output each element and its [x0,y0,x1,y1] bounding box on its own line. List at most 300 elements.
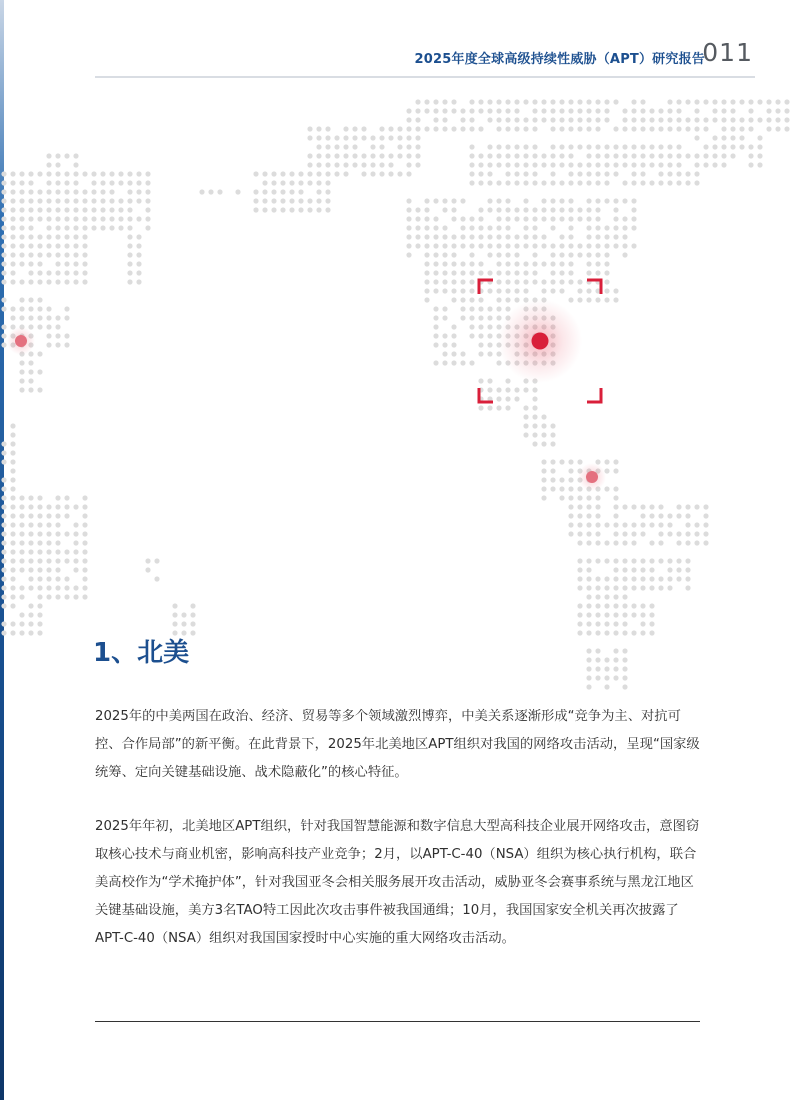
map-dot [550,180,555,185]
map-dot [559,261,564,266]
map-dot [289,189,294,194]
map-dot [784,126,789,131]
map-dot [451,288,456,293]
map-dot [154,576,159,581]
map-dot [100,225,105,230]
map-dot [532,225,537,230]
map-dot [505,270,510,275]
map-dot [1,234,6,239]
map-dot [469,180,474,185]
map-dot [595,207,600,212]
map-dot [1,189,6,194]
map-dot [478,207,483,212]
map-dot [469,243,474,248]
map-dot [775,108,780,113]
map-dot [595,270,600,275]
map-dot [505,387,510,392]
map-dot [361,135,366,140]
map-dot [28,252,33,257]
map-dot [478,378,483,383]
map-dot [577,108,582,113]
map-dot [613,621,618,626]
map-dot [532,171,537,176]
map-dot [469,297,474,302]
map-dot [631,171,636,176]
map-dot [487,378,492,383]
map-dot [10,252,15,257]
map-dot [19,306,24,311]
map-dot [595,261,600,266]
map-dot [46,306,51,311]
map-dot [640,522,645,527]
map-dot [406,171,411,176]
map-dot [28,513,33,518]
map-dot [19,369,24,374]
map-dot [613,603,618,608]
map-dot [10,279,15,284]
map-dot [19,540,24,545]
map-dot [505,171,510,176]
map-dot [82,495,87,500]
map-dot [586,216,591,221]
map-dot [586,198,591,203]
map-dot [721,117,726,122]
map-dot [586,252,591,257]
map-dot [694,540,699,545]
map-dot [55,270,60,275]
map-dot [379,126,384,131]
map-dot [73,198,78,203]
map-dot [487,387,492,392]
map-dot [622,216,627,221]
map-dot [82,171,87,176]
map-dot [406,234,411,239]
map-dot [433,252,438,257]
map-dot [19,252,24,257]
map-dot [496,243,501,248]
map-dot [352,135,357,140]
map-dot [64,279,69,284]
map-dot [604,576,609,581]
map-dot [37,603,42,608]
map-dot [622,117,627,122]
map-dot [19,495,24,500]
map-dot [127,234,132,239]
map-dot [478,180,483,185]
map-dot [19,243,24,248]
map-dot [109,216,114,221]
map-dot [415,216,420,221]
map-dot [451,342,456,347]
map-dot [433,234,438,239]
map-dot [55,504,60,509]
map-dot [487,234,492,239]
map-dot [586,585,591,590]
map-dot [577,540,582,545]
map-dot [109,198,114,203]
map-dot [442,234,447,239]
map-dot [703,126,708,131]
map-dot [406,216,411,221]
map-dot [514,216,519,221]
map-dot [46,549,51,554]
map-dot [145,558,150,563]
map-dot [28,234,33,239]
map-dot [424,288,429,293]
map-dot [19,522,24,527]
map-dot [505,99,510,104]
map-dot [1,495,6,500]
map-dot [676,576,681,581]
map-dot [118,198,123,203]
map-dot [640,576,645,581]
map-dot [631,243,636,248]
map-dot [712,99,717,104]
map-dot [262,189,267,194]
map-dot [325,198,330,203]
map-dot [343,144,348,149]
map-dot [568,144,573,149]
map-dot [325,180,330,185]
map-dot [64,576,69,581]
map-dot [568,270,573,275]
map-dot [1,279,6,284]
map-dot [631,603,636,608]
map-dot [496,144,501,149]
map-dot [757,162,762,167]
map-dot [469,117,474,122]
map-dot [469,360,474,365]
map-dot [298,207,303,212]
map-dot [676,108,681,113]
map-dot [64,495,69,500]
map-dot [649,126,654,131]
map-dot [613,531,618,536]
map-dot [478,270,483,275]
map-dot [640,117,645,122]
report-title: 2025年度全球高级持续性威胁（APT）研究报告 [414,52,705,67]
map-dot [505,252,510,257]
map-dot [550,126,555,131]
map-dot [28,306,33,311]
map-dot [487,270,492,275]
map-dot [712,135,717,140]
map-dot [469,99,474,104]
map-dot [37,234,42,239]
map-dot [55,243,60,248]
map-dot [577,216,582,221]
map-dot [568,531,573,536]
map-dot [478,324,483,329]
map-dot [622,666,627,671]
map-dot [424,297,429,302]
map-dot [559,270,564,275]
map-dot [280,189,285,194]
map-dot [28,567,33,572]
map-dot [487,333,492,338]
map-dot [19,585,24,590]
map-dot [307,180,312,185]
map-dot [136,261,141,266]
map-dot [325,207,330,212]
map-dot [478,342,483,347]
map-dot [37,594,42,599]
map-dot [559,486,564,491]
map-dot [523,261,528,266]
map-dot [64,558,69,563]
map-dot [694,504,699,509]
map-dot [55,315,60,320]
map-dot [478,315,483,320]
map-dot [28,243,33,248]
map-dot [622,198,627,203]
map-dot [271,189,276,194]
map-dot [19,387,24,392]
map-dot [586,567,591,572]
map-dot [1,594,6,599]
map-dot [442,306,447,311]
map-dot [469,234,474,239]
map-dot [460,126,465,131]
map-dot [658,522,663,527]
map-dot [10,198,15,203]
map-dot [316,135,321,140]
map-dot [73,171,78,176]
map-dot [784,99,789,104]
map-dot [469,279,474,284]
map-dot [496,153,501,158]
map-dot [649,162,654,167]
map-dot [388,171,393,176]
map-dot [19,234,24,239]
map-dot [1,459,6,464]
map-dot [388,153,393,158]
map-dot [748,162,753,167]
map-dot [451,207,456,212]
map-dot [451,234,456,239]
map-dot [586,630,591,635]
map-dot [271,180,276,185]
map-dot [478,234,483,239]
map-dot [451,108,456,113]
map-dot [496,306,501,311]
map-dot [415,234,420,239]
map-dot [658,576,663,581]
map-dot [595,630,600,635]
map-dot [640,630,645,635]
map-dot [577,495,582,500]
map-dot [190,603,195,608]
map-dot [28,369,33,374]
map-dot [559,153,564,158]
map-dot [55,279,60,284]
map-dot [523,387,528,392]
body-paragraph-2: 2025年年初，北美地区APT组织，针对我国智慧能源和数字信息大型高科技企业展开网络攻击，意图窃取核心技术与商业机密，影响高科技产业竞争；2月，以APT-C-40（NSA）组织为核心执行机构，联合美高校作为“学术掩护体”，针对我国亚冬会相关服务展开攻击活动，威胁亚冬会赛事系统与黑龙江地区关键基础设施，美方3名TAO特工因此次攻击事件被我国通缉；10月，我国国家安全机关再次披露了APT-C-40（NSA）组织对我国国家授时中心实施的重大网络攻击活动。 [95,819,700,946]
map-dot [658,558,663,563]
map-dot [595,144,600,149]
map-dot [325,135,330,140]
map-dot [559,279,564,284]
map-dot [577,207,582,212]
map-dot [10,189,15,194]
map-dot [154,558,159,563]
map-dot [82,216,87,221]
map-dot [424,270,429,275]
map-dot [595,522,600,527]
map-dot [28,279,33,284]
map-dot [64,585,69,590]
map-dot [415,117,420,122]
map-dot [532,279,537,284]
map-dot [604,243,609,248]
map-dot [613,630,618,635]
map-dot [505,144,510,149]
map-dot [577,126,582,131]
map-dot [82,522,87,527]
map-dot [613,288,618,293]
map-dot [550,243,555,248]
map-dot [649,117,654,122]
map-dot [712,144,717,149]
map-dot [514,207,519,212]
map-dot [478,261,483,266]
map-dots [1,99,789,689]
map-dot [19,504,24,509]
map-dot [55,153,60,158]
map-dot [631,567,636,572]
map-dot [604,252,609,257]
map-dot [721,126,726,131]
map-dot [640,180,645,185]
map-dot [640,153,645,158]
map-dot [28,504,33,509]
map-dot [595,558,600,563]
map-dot [676,153,681,158]
map-dot [505,225,510,230]
map-dot [640,612,645,617]
map-dot [586,297,591,302]
map-dot [595,234,600,239]
map-dot [577,504,582,509]
map-dot [577,630,582,635]
map-dot [55,576,60,581]
map-dot [442,315,447,320]
map-dot [604,270,609,275]
map-dot [433,360,438,365]
map-dot [496,162,501,167]
map-dot [307,135,312,140]
map-dot [685,567,690,572]
map-dot [649,621,654,626]
map-dot [307,153,312,158]
map-dot [28,180,33,185]
map-dot [334,153,339,158]
map-dot [46,234,51,239]
map-dot [613,648,618,653]
map-dot [469,270,474,275]
map-dot [505,288,510,293]
map-dot [721,153,726,158]
map-dot [577,252,582,257]
map-dot [532,405,537,410]
map-dot [55,594,60,599]
map-dot [28,324,33,329]
map-dot [442,360,447,365]
map-dot [541,432,546,437]
map-dot [469,144,474,149]
map-dot [586,99,591,104]
map-dot [505,396,510,401]
map-dot [19,549,24,554]
map-dot [316,171,321,176]
map-dot [397,126,402,131]
map-dot [622,648,627,653]
map-dot [37,531,42,536]
map-dot [478,162,483,167]
map-dot [631,153,636,158]
map-dot [577,486,582,491]
map-dot [406,207,411,212]
map-dot [82,225,87,230]
map-dot [586,126,591,131]
map-dot [271,198,276,203]
map-dot [1,261,6,266]
map-dot [775,99,780,104]
map-dot [613,243,618,248]
map-dot [568,180,573,185]
map-dot [730,135,735,140]
map-dot [19,612,24,617]
map-dot [658,126,663,131]
map-dot [424,261,429,266]
map-dot [64,207,69,212]
map-dot [577,522,582,527]
map-dot [55,252,60,257]
map-dot [541,459,546,464]
map-dot [478,243,483,248]
map-dot [361,126,366,131]
map-dot [460,297,465,302]
map-dot [478,171,483,176]
map-dot [712,153,717,158]
map-dot [541,468,546,473]
map-dot [496,117,501,122]
map-dot [316,180,321,185]
map-dot [46,279,51,284]
map-dot [586,270,591,275]
map-dot [604,522,609,527]
map-dot [361,153,366,158]
map-dot [37,612,42,617]
map-dot [361,162,366,167]
map-dot [82,189,87,194]
map-dot [55,189,60,194]
map-dot [532,441,537,446]
map-dot [640,603,645,608]
map-dot [19,531,24,536]
map-dot [622,234,627,239]
map-dot [307,207,312,212]
map-dot [496,108,501,113]
map-dot [28,495,33,500]
map-dot [388,126,393,131]
map-dot [28,585,33,590]
map-dot [55,180,60,185]
map-dot [640,558,645,563]
map-dot [541,207,546,212]
map-dot [541,414,546,419]
map-dot [478,216,483,221]
